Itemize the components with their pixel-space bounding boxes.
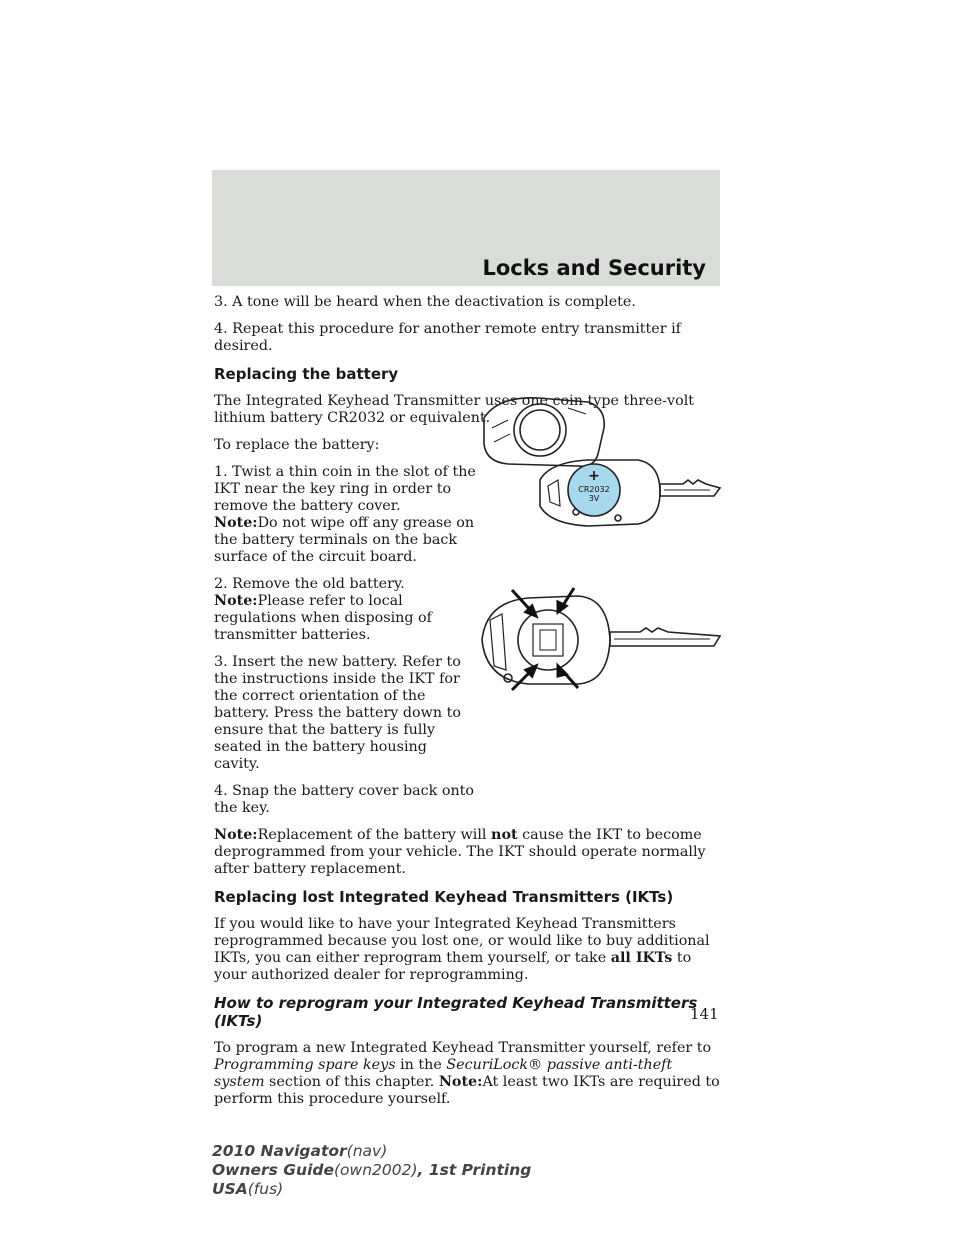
keyhead-screw	[615, 515, 621, 521]
keyhead-outline	[482, 596, 610, 684]
cover-recess	[514, 404, 566, 456]
lost-ikt-text	[214, 916, 720, 984]
heading-replacing-lost: Replacing lost Integrated Keyhead Transmitters (IKTs)	[214, 888, 674, 906]
step-3-tone: 3. A tone will be heard when the deactivation is complete.	[214, 294, 636, 310]
battery-plus-sign: +	[588, 468, 600, 484]
keyhead-slot	[490, 614, 506, 670]
footer-market: USA	[212, 1180, 248, 1198]
footer-guide: Owners Guide	[212, 1161, 334, 1179]
note-text: Please refer to local regulations when disposing of transmitter batteries.	[214, 593, 432, 643]
battery-steps	[214, 464, 476, 817]
battery-step-2: 2. Remove the old battery.	[214, 576, 405, 592]
footer-market-code: (fus)	[247, 1180, 284, 1198]
key-blade	[610, 628, 720, 646]
heading-reprogram: How to reprogram your Integrated Keyhead Transmitters (IKTs)	[214, 994, 698, 1030]
emphasis-not: not	[491, 827, 518, 843]
battery-housing-figure	[478, 580, 722, 700]
keyhead-slot	[548, 480, 560, 506]
note-text: Replacement of the battery will	[257, 827, 492, 843]
note-text: Do not wipe off any grease on the battery terminals on the back surface of the circuit board.	[214, 515, 475, 565]
lost-text-bold: all IKTs	[610, 950, 673, 966]
footer-line-3	[212, 1180, 531, 1199]
battery-step-1: 1. Twist a thin coin in the slot of the IKT near the key ring in order to remove the battery cover.	[214, 464, 476, 514]
reprogram-italic-1: Programming spare keys	[214, 1057, 396, 1073]
battery-note-3	[214, 827, 720, 878]
key-blade	[660, 480, 720, 496]
reprogram-italic-2: SecuriLock® passive anti-theft system	[214, 1057, 673, 1090]
battery-note-2	[214, 593, 476, 644]
footer-guide-code: (own2002)	[334, 1161, 418, 1179]
battery-voltage-label: 3V	[588, 494, 600, 503]
battery-terminal	[540, 630, 556, 650]
to-replace-text: To replace the battery:	[214, 437, 380, 453]
footer-printing: , 1st Printing	[417, 1161, 532, 1179]
note-text: At least two IKTs are required to perform this procedure yourself.	[214, 1074, 720, 1107]
cover-recess-inner	[520, 410, 560, 450]
arrowhead-icon	[558, 666, 566, 676]
page-number: 141	[690, 1005, 719, 1023]
note-label: Note:	[214, 515, 258, 531]
footer-line-2	[212, 1161, 531, 1180]
section-title: Locks and Security	[482, 256, 706, 280]
note-label: Note:	[214, 593, 258, 609]
reprogram-text	[214, 1040, 720, 1108]
footer-model: 2010 Navigator	[212, 1142, 347, 1160]
battery-intro: The Integrated Keyhead Transmitter uses one coin type three-volt lithium battery CR2032 or equivalent.	[214, 393, 695, 426]
lost-text-b: to your authorized dealer for reprogramming.	[214, 950, 692, 983]
footer-line-1	[212, 1142, 531, 1161]
section-header	[212, 170, 720, 286]
document-footer	[212, 1142, 531, 1199]
lost-text-a: If you would like to have your Integrated Keyhead Transmitters reprogrammed because you lost one, or would like to buy additional IKTs, you can either reprogram them yourself, or take	[214, 916, 710, 966]
battery-cover-figure	[478, 388, 722, 538]
battery-housing	[518, 610, 578, 670]
note-label: Note:	[214, 827, 258, 843]
note-text: cause the IKT to become deprogrammed from your vehicle. The IKT should operate normally after battery replacement.	[214, 827, 706, 877]
step-4-repeat: 4. Repeat this procedure for another remote entry transmitter if desired.	[214, 321, 681, 354]
footer-model-code: (nav)	[346, 1142, 388, 1160]
battery-model-label: CR2032	[578, 485, 610, 494]
battery-step-3: 3. Insert the new battery. Refer to the instructions inside the IKT for the correct orientation of the battery. Press the battery down to ensure that the battery is fully seated in the battery housing cavity.	[214, 654, 462, 772]
reprogram-text-b: in the	[395, 1057, 447, 1073]
battery-step-4: 4. Snap the battery cover back onto the key.	[214, 783, 475, 816]
battery-note-1	[214, 515, 476, 566]
heading-replacing-battery: Replacing the battery	[214, 365, 399, 383]
reprogram-text-a: To program a new Integrated Keyhead Transmitter yourself, refer to	[214, 1040, 712, 1056]
cover-ribs	[492, 408, 586, 442]
reprogram-text-c: section of this chapter.	[264, 1074, 439, 1090]
circuit-board	[533, 624, 563, 656]
note-label: Note:	[438, 1074, 483, 1090]
